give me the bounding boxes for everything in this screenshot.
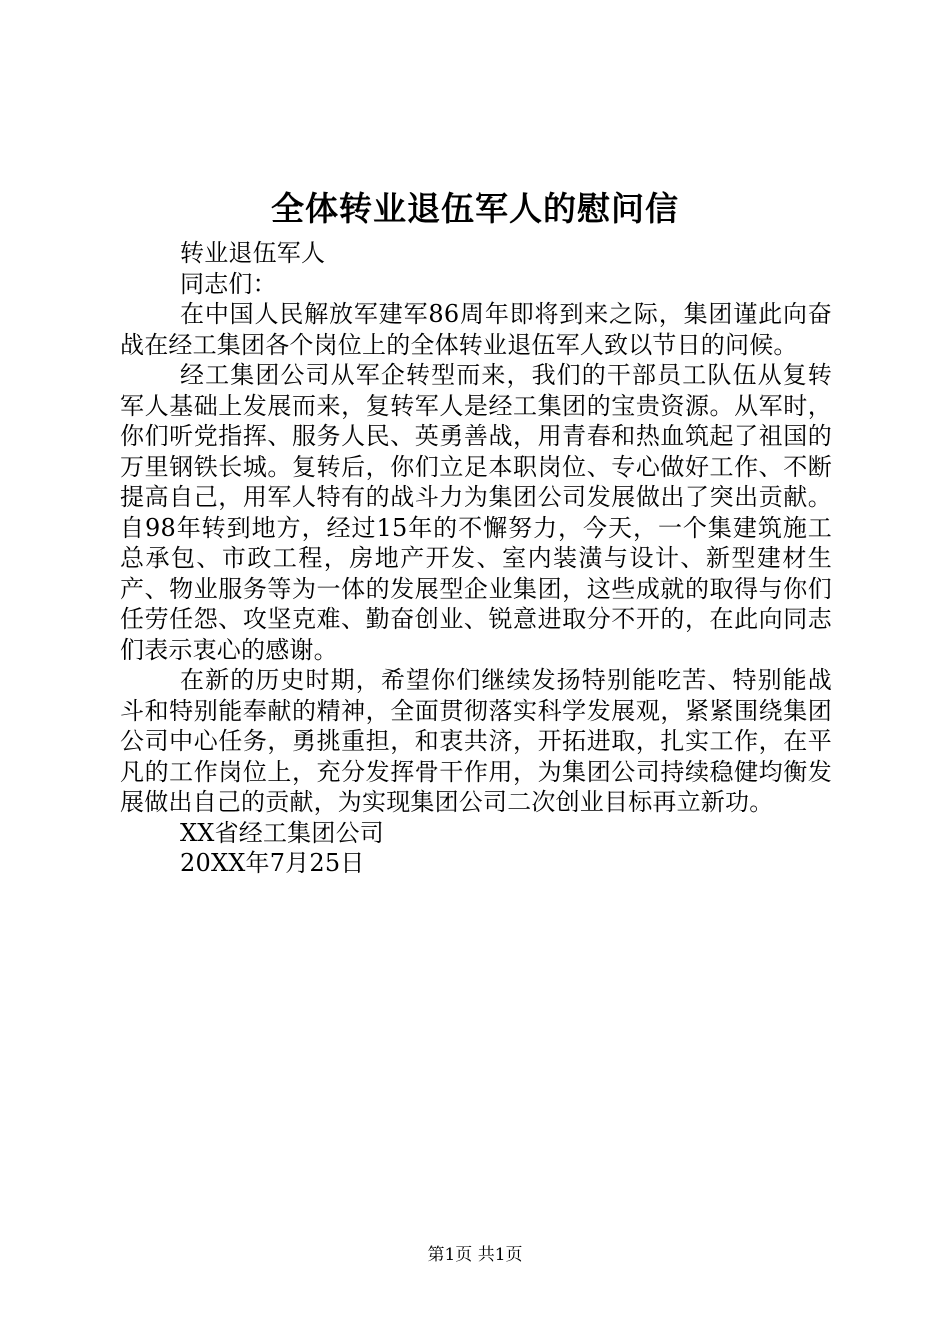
recipient-line: 转业退伍军人 [180,239,326,267]
letter-body [120,238,832,879]
date-line: 20XX年7月25日 [180,849,365,877]
paragraph-3: 在新的历史时期，希望你们继续发扬特别能吃苦、特别能战斗和特别能奉献的精神，全面贯彻落实科学发展观，紧紧围绕集团公司中心任务，勇挑重担，和衷共济，开拓进取，扎实工作，在平凡的工作岗位上，充分发挥骨干作用，为集团公司持续稳健均衡发展做出自己的贡献，为实现集团公司二次创业目标再立新功。 [120,666,832,816]
paragraph-1: 在中国人民解放军建军86周年即将到来之际，集团谨此向奋战在经工集团各个岗位上的全体转业退伍军人致以节日的问候。 [120,300,832,359]
salutation-line: 同志们： [180,269,277,298]
page-footer: 第1页 共1页 [427,1245,523,1265]
signature-line: XX省经工集团公司 [180,818,384,847]
document-title: 全体转业退伍军人的慰问信 [271,189,679,228]
paragraph-2: 经工集团公司从军企转型而来，我们的干部员工队伍从复转军人基础上发展而来，复转军人是经工集团的宝贵资源。从军时，你们听党指挥、服务人民、英勇善战，用青春和热血筑起了祖国的万里钢铁长城。复转后，你们立足本职岗位、专心做好工作、不断提高自己，用军人特有的战斗力为集团公司发展做出了突出贡献。自98年转到地方，经过15年的不懈努力，今天，一个集建筑施工总承包、市政工程，房地产开发、室内装潢与设计、新型建材生产、物业服务等为一体的发展型企业集团，这些成就的取得与你们任劳任怨、攻坚克难、勤奋创业、锐意进取分不开的，在此向同志们表示衷心的感谢。 [120,361,832,664]
